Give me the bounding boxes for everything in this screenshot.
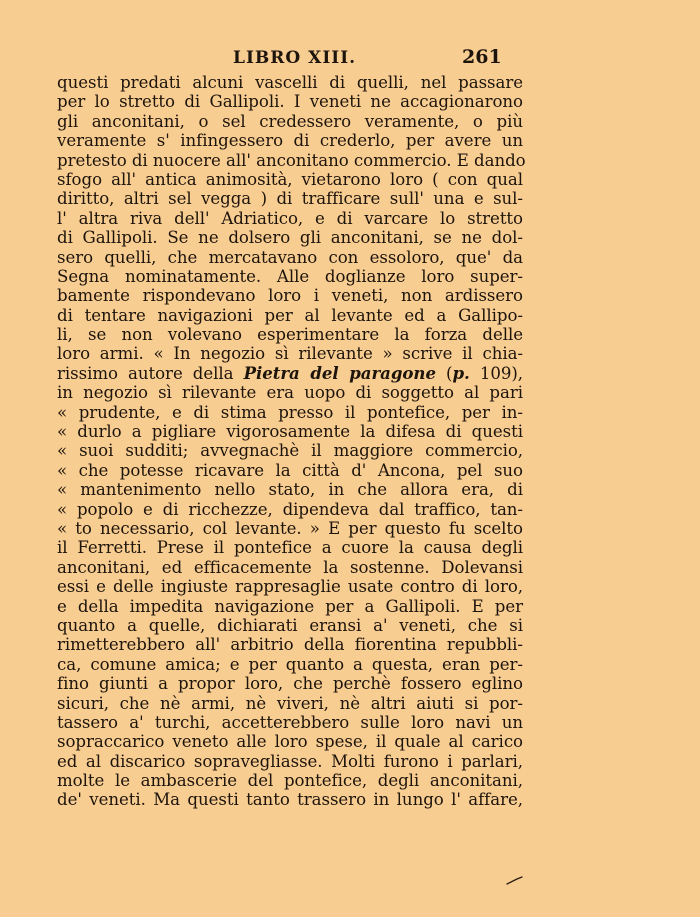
text-line xyxy=(57,616,523,635)
line-text: Segna nominatamente. Alle doglianze loro super- xyxy=(57,266,523,286)
line-text: ed al discarico sopravegliasse. Molti furono i parlari, xyxy=(57,751,523,771)
text-line xyxy=(57,189,523,208)
line-text: li, se non volevano esperimentare la forza delle xyxy=(57,325,523,345)
line-text: essi e delle ingiuste rappresaglie usate contro di loro, xyxy=(57,577,523,597)
line-text: bamente rispondevano loro i veneti, non ardissero xyxy=(57,286,523,306)
line-text: per lo stretto di Gallipoli. I veneti ne accagionarono xyxy=(57,92,523,112)
line-text: di Gallipoli. Se ne dolsero gli anconitani, se ne dol- xyxy=(57,228,523,248)
text-line xyxy=(57,790,523,809)
line-text: « suoi sudditi; avvegnachè il maggiore commercio, xyxy=(57,441,523,461)
text-line xyxy=(57,519,523,538)
line-text: sfogo all' antica animosità, vietarono loro ( con qual xyxy=(57,169,523,189)
line-text: « prudente, e di stima presso il pontefice, per in- xyxy=(57,402,523,422)
line-text: diritto, altri sel vegga ) di trafficare sull' una e sul- xyxy=(57,189,523,209)
text-line xyxy=(57,461,523,480)
text-line xyxy=(57,422,523,441)
line-text: « durlo a pigliare vigorosamente la difesa di questi xyxy=(57,422,523,442)
text-line xyxy=(57,713,523,732)
printer-mark-icon xyxy=(506,874,526,886)
line-text: « che potesse ricavare la città d' Ancona, pel suo xyxy=(57,460,523,480)
text-line xyxy=(57,538,523,557)
page-number: 261 xyxy=(462,46,502,68)
text-line xyxy=(57,597,523,616)
line-text: molte le ambascerie del pontefice, degli anconitani, xyxy=(57,771,523,791)
text-line xyxy=(57,73,523,92)
page-header xyxy=(0,48,700,72)
line-text: veramente s' infingessero di crederlo, per avere un xyxy=(57,131,523,151)
text-line xyxy=(57,635,523,654)
text-line xyxy=(57,170,523,189)
text-line xyxy=(57,655,523,674)
text-line xyxy=(57,92,523,111)
text-line xyxy=(57,771,523,790)
text-line xyxy=(57,732,523,751)
text-line xyxy=(57,112,523,131)
text-line xyxy=(57,674,523,693)
text-line xyxy=(57,752,523,771)
text-line xyxy=(57,694,523,713)
line-text: de' veneti. Ma questi tanto trassero in lungo l' affare, xyxy=(57,790,523,810)
text-line xyxy=(57,325,523,344)
line-text: sero quelli, che mercatavano con essoloro, que' da xyxy=(57,247,523,267)
line-text: questi predati alcuni vascelli di quelli, nel passare xyxy=(57,73,523,92)
text-line xyxy=(57,480,523,499)
text-line xyxy=(57,403,523,422)
text-line xyxy=(57,131,523,150)
line-text: il Ferretti. Prese il pontefice a cuore la causa degli xyxy=(57,538,523,558)
line-text: anconitani, ed efficacemente la sostenne. Dolevansi xyxy=(57,557,523,577)
text-line xyxy=(57,150,526,170)
text-line xyxy=(57,383,523,402)
line-text: « mantenimento nello stato, in che allora era, di xyxy=(57,480,523,500)
line-text: di tentare navigazioni per al levante ed a Gallipo- xyxy=(57,305,523,325)
text-line xyxy=(57,364,523,383)
line-text: « to necessario, col levante. » E per questo fu scelto xyxy=(57,518,523,538)
line-text: l' altra riva dell' Adriatico, e di varcare lo stretto xyxy=(57,208,523,228)
line-text: sopraccarico veneto alle loro spese, il quale al carico xyxy=(57,732,523,752)
line-text: rissimo autore della xyxy=(57,363,234,383)
text-line xyxy=(57,267,523,286)
line-text: gli anconitani, o sel credessero veramente, o più xyxy=(57,111,523,131)
text-line xyxy=(57,500,523,519)
line-text: loro armi. « In negozio sì rilevante » scrive il chia- xyxy=(57,344,523,364)
text-line xyxy=(57,577,523,596)
text-line xyxy=(57,286,523,305)
text-line xyxy=(57,228,523,247)
text-line xyxy=(57,558,523,577)
line-text: ca, comune amica; e per quanto a questa, eran per- xyxy=(57,654,523,674)
text-line xyxy=(57,248,523,267)
text-line xyxy=(57,306,523,325)
line-text-after: (p. 109), xyxy=(435,362,523,383)
body-text xyxy=(57,73,526,810)
line-text: quanto a quelle, dichiarati eransi a' veneti, che si xyxy=(57,615,523,635)
text-line xyxy=(57,441,523,460)
line-text: in negozio sì rilevante era uopo di soggetto al pari xyxy=(57,383,523,403)
line-text: fino giunti a propor loro, che perchè fossero eglino xyxy=(57,674,523,694)
line-text: rimetterebbero all' arbitrio della fiorentina repubbli- xyxy=(57,635,523,655)
line-text: sicuri, che nè armi, nè viveri, nè altri aiuti si por- xyxy=(57,693,523,713)
running-title: LIBRO XIII. xyxy=(233,48,357,68)
line-text: e della impedita navigazione per a Gallipoli. E per xyxy=(57,596,523,616)
line-text: pretesto di nuocere all' anconitano commercio. E dando xyxy=(57,150,526,170)
line-text: « popolo e di ricchezze, dipendeva dal traffico, tan- xyxy=(57,499,523,519)
text-line xyxy=(57,344,523,363)
text-line xyxy=(57,209,523,228)
italic-title: Pietra del paragone xyxy=(243,362,436,383)
line-text: tassero a' turchi, accetterebbero sulle loro navi un xyxy=(57,712,523,732)
